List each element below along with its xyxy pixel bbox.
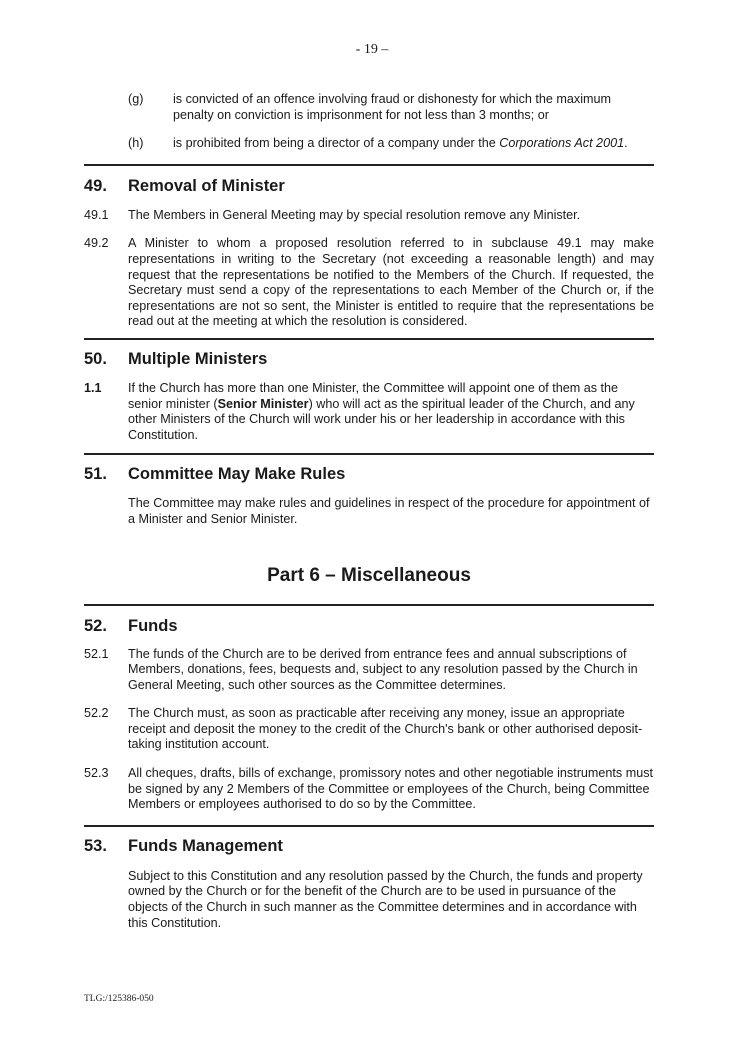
subitem-text: is convicted of an offence involving fraud or dishonesty for which the maximum penalty on conviction is imprisonment for not less than 3 months; or	[173, 92, 611, 122]
section-50-heading	[84, 349, 654, 369]
page-number: - 19 –	[355, 42, 389, 57]
clause-49-1	[84, 208, 654, 224]
section-51-body	[84, 496, 654, 527]
section-number: 50.	[84, 349, 107, 368]
clause-text: The funds of the Church are to be derived from entrance fees and annual subscriptions of Members, donations, fees, bequests and, subject to any resolution passed by the Church in General Meeting, such other sources as the Committee determines.	[128, 646, 638, 692]
part-title: Part 6 – Miscellaneous	[267, 564, 471, 586]
clause-text: All cheques, drafts, bills of exchange, promissory notes and other negotiable instruments must be signed by any 2 Members of the Committee or employees of the Church, being Committee Members or employees authorised to do so by the Committee.	[128, 766, 654, 812]
section-title: Committee May Make Rules	[128, 465, 346, 484]
defined-term: Senior Minister	[217, 396, 309, 411]
clause-50-1-1	[84, 381, 654, 443]
clause-text: The Members in General Meeting may by special resolution remove any Minister.	[128, 207, 581, 222]
clause-number: 49.1	[84, 207, 109, 222]
document-reference: TLG:/125386-050	[84, 994, 154, 1004]
section-53-heading	[84, 836, 654, 856]
clause-number: 1.1	[84, 380, 102, 395]
subitem-h	[84, 136, 654, 152]
section-title: Multiple Ministers	[128, 349, 268, 368]
indent	[84, 869, 128, 931]
clause-number: 52.3	[84, 766, 109, 781]
clause-text: The Church must, as soon as practicable after receiving any money, issue an appropriate receipt and deposit the money to the credit of the Church's bank or other authorised deposit-taking institution account.	[128, 706, 643, 752]
section-text: The Committee may make rules and guidelines in respect of the procedure for appointment of a Minister and Senior Minister.	[128, 496, 650, 526]
clause-52-2	[84, 706, 654, 753]
indent	[84, 496, 128, 527]
clause-number: 52.1	[84, 646, 109, 661]
subitem-label: (g)	[128, 92, 144, 106]
clause-text-part: ) who will act as the spiritual leader of the Church, and any other Ministers of the Church will work under his or her leadership in accordance with this Constitution.	[128, 396, 635, 442]
section-53-body	[84, 869, 654, 931]
clause-text-part: If the Church has more than one Minister, the Committee will appoint one of them as the senior minister (	[128, 380, 619, 411]
clause-49-2	[84, 236, 654, 330]
clause-text: A Minister to whom a proposed resolution referred to in subclause 49.1 may make representations in writing to the Secretary (not exceeding a reasonable length) and may request that the representations be notified to the Members of the Church. If requested, the Secretary must send a copy of the representations to each Member of the Church or, if the representations are not so sent, the Minister is entitled to require that the representations be read out at the meeting at which the resolution is considered.	[128, 236, 654, 329]
section-number: 49.	[84, 176, 107, 195]
section-title: Funds	[128, 616, 178, 635]
section-title: Funds Management	[128, 836, 283, 855]
section-number: 53.	[84, 836, 107, 855]
section-text: Subject to this Constitution and any resolution passed by the Church, the funds and property owned by the Church or for the benefit of the Church are to be used in pursuance of the objects of the Church in such manner as the Committee determines and in accordance with this Constitution.	[128, 868, 643, 930]
section-49-heading	[84, 176, 654, 196]
section-52-heading	[84, 616, 654, 636]
act-name: Corporations Act 2001	[499, 136, 625, 151]
subitem-text	[173, 136, 654, 152]
clause-number: 52.2	[84, 706, 109, 721]
section-title: Removal of Minister	[128, 176, 285, 195]
section-number: 52.	[84, 616, 107, 635]
subitem-g	[84, 92, 654, 123]
clause-number: 49.2	[84, 236, 109, 251]
page-content	[84, 92, 654, 931]
clause-52-1	[84, 647, 654, 694]
clause-52-3	[84, 766, 654, 813]
subitem-text-part: is prohibited from being a director of a company under the	[173, 136, 500, 151]
clause-text	[128, 381, 654, 443]
subitem-text-part: .	[624, 136, 628, 151]
section-51-heading	[84, 464, 654, 484]
subitem-label: (h)	[128, 136, 144, 151]
section-number: 51.	[84, 465, 107, 484]
